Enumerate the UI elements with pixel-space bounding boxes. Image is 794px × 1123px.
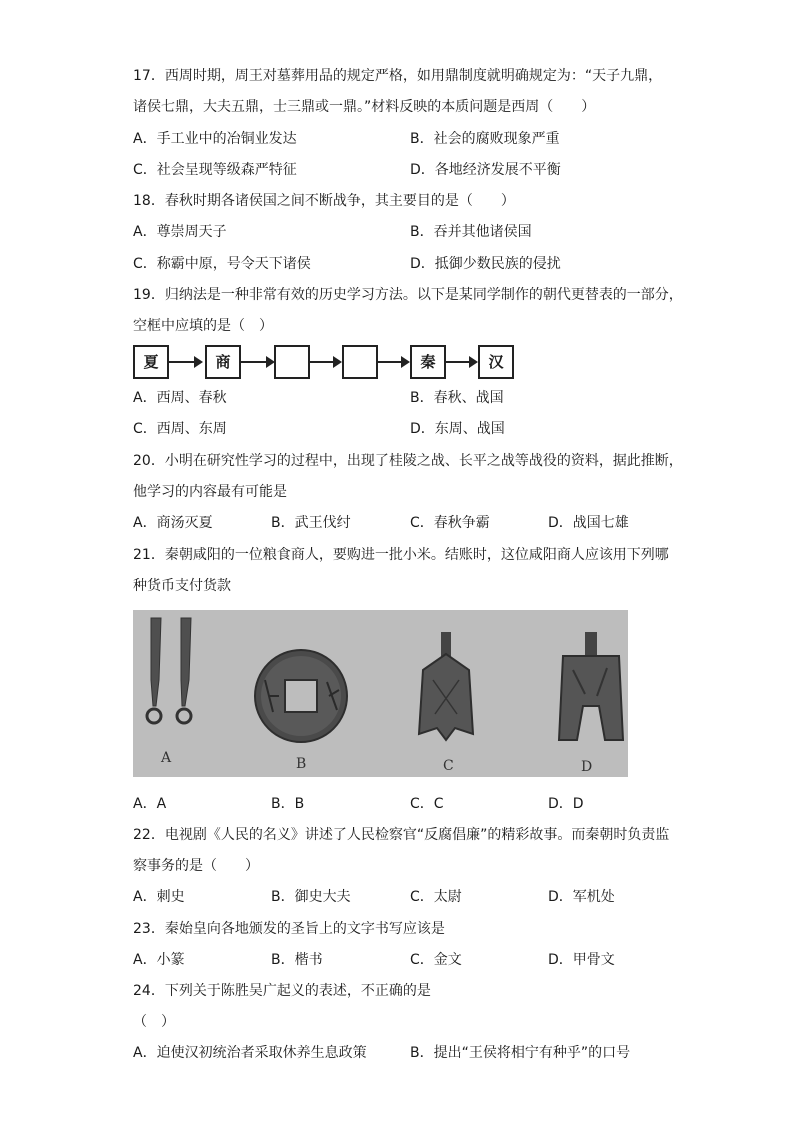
q19-option-d: D．东周、战国 <box>410 421 505 437</box>
q20-option-a: A．商汤灭夏 <box>133 515 213 531</box>
q22-option-c: C．太尉 <box>410 889 462 905</box>
q17-stem-line1: 17．西周时期，周王对墓葬用品的规定严格，如用鼎制度就明确规定为：“天子九鼎， <box>133 68 663 84</box>
flow-box-blank-1 <box>274 345 310 379</box>
bu-coin-icon <box>559 632 623 740</box>
q18-option-b: B．吞并其他诸侯国 <box>410 224 532 240</box>
q21-option-a: A．A <box>133 796 167 812</box>
q19-stem-line1: 19．归纳法是一种非常有效的历史学习方法。以下是某同学制作的朝代更替表的一部分， <box>133 287 683 303</box>
q19-option-a: A．西周、春秋 <box>133 390 227 406</box>
q21-stem-line2: 种货币支付货款 <box>133 578 231 594</box>
coin-label-d: D <box>581 759 593 775</box>
q23-stem-line1: 23．秦始皇向各地颁发的圣旨上的文字书写应该是 <box>133 921 445 937</box>
q22-stem-line1: 22．电视剧《人民的名义》讲述了人民检察官“反腐倡廉”的精彩故事。而秦朝时负责监 <box>133 827 670 843</box>
q23-option-c: C．金文 <box>410 952 462 968</box>
q22-option-d: D．军机处 <box>548 889 615 905</box>
q22-stem-line2: 察事务的是（ ） <box>133 858 259 874</box>
coin-label-b: B <box>296 756 307 772</box>
q17-option-b: B．社会的腐败现象严重 <box>410 131 560 147</box>
flow-box-han: 汉 <box>478 345 514 379</box>
flow-box-qin: 秦 <box>410 345 446 379</box>
q17-option-c: C．社会呈现等级森严特征 <box>133 162 297 178</box>
q22-option-a: A．刺史 <box>133 889 185 905</box>
q17-option-a: A．手工业中的冶铜业发达 <box>133 131 297 147</box>
flow-arrow-icon <box>310 361 340 363</box>
q23-option-a: A．小篆 <box>133 952 185 968</box>
q20-option-b: B．武王伐纣 <box>271 515 351 531</box>
flow-arrow-icon <box>169 361 201 363</box>
q18-option-d: D．抵御少数民族的侵扰 <box>410 256 561 272</box>
coin-label-c: C <box>443 758 454 774</box>
flow-arrow-icon <box>378 361 408 363</box>
q20-stem-line1: 20．小明在研究性学习的过程中，出现了桂陵之战、长平之战等战役的资料，据此推断， <box>133 453 683 469</box>
q24-option-b: B．提出“王侯将相宁有种乎”的口号 <box>410 1045 631 1061</box>
q21-option-d: D．D <box>548 796 584 812</box>
flow-box-blank-2 <box>342 345 378 379</box>
round-coin-icon <box>255 650 347 742</box>
flow-arrow-icon <box>241 361 273 363</box>
ancient-coins-image <box>133 610 628 777</box>
q24-stem-line1: 24．下列关于陈胜吴广起义的表述，不正确的是 <box>133 983 431 999</box>
dynasty-flow-diagram <box>133 345 518 379</box>
q20-stem-line2: 他学习的内容最有可能是 <box>133 484 287 500</box>
q18-option-a: A．尊崇周天子 <box>133 224 227 240</box>
q24-stem-line2: （ ） <box>133 1014 175 1030</box>
flow-box-shang: 商 <box>205 345 241 379</box>
q18-option-c: C．称霸中原，号令天下诸侯 <box>133 256 311 272</box>
q21-stem-line1: 21．秦朝咸阳的一位粮食商人，要购进一批小米。结账时，这位咸阳商人应该用下列哪 <box>133 547 669 563</box>
q19-option-c: C．西周、东周 <box>133 421 227 437</box>
coin-label-a: A <box>161 750 172 766</box>
q21-option-c: C．C <box>410 796 444 812</box>
q20-option-d: D．战国七雄 <box>548 515 629 531</box>
flow-arrow-icon <box>446 361 476 363</box>
q23-option-b: B．楷书 <box>271 952 323 968</box>
q18-stem-line1: 18．春秋时期各诸侯国之间不断战争，其主要目的是（ ） <box>133 193 515 209</box>
q24-option-a: A．迫使汉初统治者采取休养生息政策 <box>133 1045 367 1061</box>
q19-option-b: B．春秋、战国 <box>410 390 504 406</box>
knife-coin-icon <box>147 618 191 723</box>
q21-option-b: B．B <box>271 796 305 812</box>
q19-stem-line2: 空框中应填的是（ ） <box>133 318 273 334</box>
flow-box-xia: 夏 <box>133 345 169 379</box>
spade-coin-icon <box>419 632 473 740</box>
q17-option-d: D．各地经济发展不平衡 <box>410 162 561 178</box>
q22-option-b: B．御史大夫 <box>271 889 351 905</box>
q17-stem-line2: 诸侯七鼎，大夫五鼎，士三鼎或一鼎。”材料反映的本质问题是西周（ ） <box>133 99 596 115</box>
q20-option-c: C．春秋争霸 <box>410 515 490 531</box>
q23-option-d: D．甲骨文 <box>548 952 615 968</box>
